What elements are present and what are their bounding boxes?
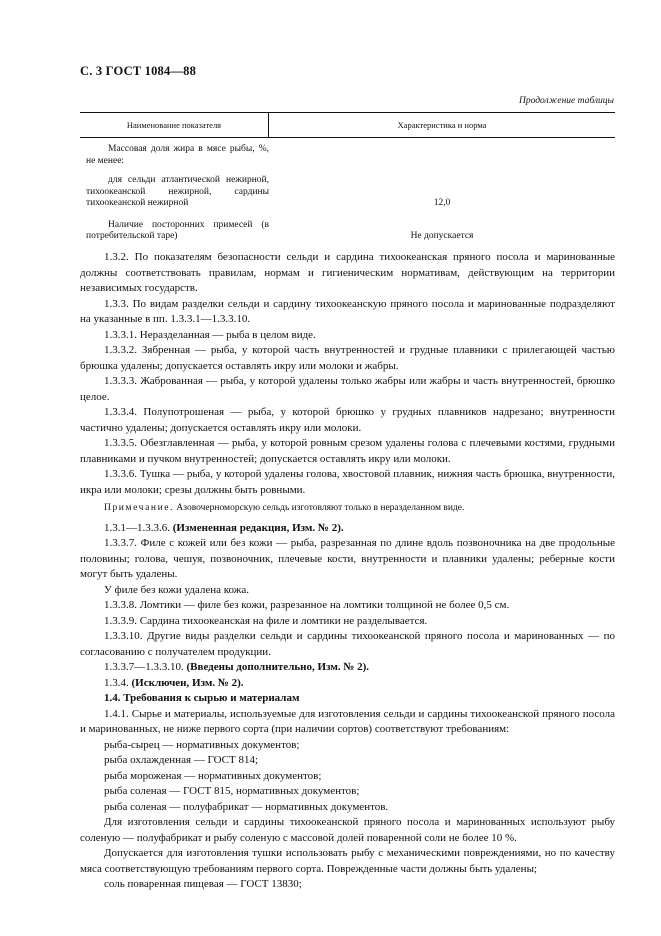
paragraph: 1.3.3.2. Зябренная — рыба, у которой часть внутренностей и грудные плавники с прилегающей частью брюшка удалены; допускается оставлять икру или молоки и жабры. xyxy=(80,344,615,372)
paragraph: 1.3.3.1. Неразделанная — рыба в целом виде. xyxy=(104,328,316,341)
list-item: рыба-сырец — нормативных документов; xyxy=(104,738,300,751)
table-continuation-label: Продолжение таблицы xyxy=(518,96,614,106)
note-paragraph xyxy=(80,501,615,517)
paragraph: 1.3.2. По показателям безопасности сельди и сардина тихоокеанская пряного посола и маринованные должны соответствовать правилам, нормам и гигиеническим нормативам, действующим на территории независимых государств. xyxy=(80,251,615,294)
paragraph: Допускается для изготовления тушки использовать рыбу с механическими повреждениями, но по качеству мяса соответствующую требованиям первого сорта. Поврежденные части должны быть удалены; xyxy=(80,847,615,875)
amendment-text: (Измененная редакция, Изм. № 2). xyxy=(172,521,344,534)
table-header-row xyxy=(80,113,615,138)
amendment-line xyxy=(80,676,615,692)
list-item: рыба мороженая — нормативных документов; xyxy=(104,769,322,782)
paragraph: У филе без кожи удалена кожа. xyxy=(104,583,250,596)
amendment-line xyxy=(80,521,615,537)
amendment-text: (Введены дополнительно, Изм. № 2). xyxy=(186,661,370,673)
paragraph: 1.3.3.7. Филе с кожей или без кожи — рыба, разрезанная по длине вдоль позвоночника на две продольные половины; голова, чешуя, позвоночник, плечевые кости, внутренности и плавники удалены; реберные кости могут быть удалены. xyxy=(80,537,615,580)
requirements-table xyxy=(80,112,615,243)
paragraph: 1.3.3.6. Тушка — рыба, у которой удалены голова, хвостовой плавник, нижняя часть брюшка, внутренности, икра или молоки; срезы должны быть ровными. xyxy=(80,468,615,496)
list-item: рыба соленая — полуфабрикат — нормативных документов. xyxy=(104,800,389,813)
amendment-number: 1.3.1—1.3.3.6. xyxy=(104,521,173,534)
row-value: Не допускается xyxy=(410,231,474,241)
document-body xyxy=(80,250,615,893)
amendment-number: 1.3.3.7—1.3.3.10. xyxy=(104,661,187,673)
amendment-line xyxy=(80,660,615,676)
note-text: Азовочерноморскую сельдь изготовляют только в неразделанном виде. xyxy=(174,503,465,513)
paragraph: 1.3.3.4. Полупотрошеная — рыба, у которой брюшко у грудных плавников надрезано; внутренности частично удалены; допускается оставлять икру или молоки. xyxy=(80,406,615,434)
paragraph: 1.3.3.5. Обезглавленная — рыба, у которой ровным срезом удалены голова с плечевыми костями, грудными плавниками и пучком внутренностей; допускается оставлять икру или молоки. xyxy=(80,437,615,465)
section-heading xyxy=(80,691,615,707)
paragraph: 1.3.3.9. Сардина тихоокеанская на филе и ломтики не разделывается. xyxy=(104,614,428,627)
paragraph: 1.3.3.3. Жаброванная — рыба, у которой удалены только жабры или жабры и часть внутренностей, брюшко целое. xyxy=(80,375,615,403)
note-label: Примечание. xyxy=(104,503,175,513)
row-value xyxy=(269,144,615,167)
paragraph: 1.3.3.10. Другие виды разделки сельди и сардины тихоокеанской пряного посола и маринованных — по согласованию с получателем продукции. xyxy=(80,630,615,658)
section-number: 1.4. xyxy=(104,692,124,704)
table-row xyxy=(80,167,615,210)
amendment-number: 1.3.4. xyxy=(104,676,132,689)
row-name: Наличие посторонних примесей (в потребительской таре) xyxy=(86,219,269,241)
row-value: 12,0 xyxy=(433,198,451,208)
row-name: для сельди атлантической нежирной, тихоокеанской нежирной, сардины тихоокеанской нежирной xyxy=(86,175,269,208)
list-item: рыба соленая — ГОСТ 815, нормативных документов; xyxy=(104,785,360,797)
paragraph: 1.3.3.8. Ломтики — филе без кожи, разрезанное на ломтики толщиной не более 0,5 см. xyxy=(104,599,510,611)
column-header-name: Наименование показателя xyxy=(80,113,269,137)
page-header: С. 3 ГОСТ 1084—88 xyxy=(80,64,197,78)
list-item: рыба охлажденная — ГОСТ 814; xyxy=(104,754,259,766)
paragraph: 1.4.1. Сырье и материалы, используемые для изготовления сельди и сардины тихоокеанской пряного посола и маринованных, не ниже первого сорта (при наличии сортов) соответствуют требованиям: xyxy=(80,707,615,735)
paragraph: 1.3.3. По видам разделки сельди и сардину тихоокеанскую пряного посола и маринованные подразделяют на указанные в пп. 1.3.3.1—1.3.3.10. xyxy=(80,297,615,325)
table-row xyxy=(80,138,615,167)
row-name: Массовая доля жира в мясе рыбы, %, не менее: xyxy=(86,144,269,166)
table-row xyxy=(80,210,615,243)
list-item: соль поваренная пищевая — ГОСТ 13830; xyxy=(104,878,302,890)
paragraph: Для изготовления сельди и сардины тихоокеанской пряного посола и маринованных используют рыбу соленую — полуфабрикат и рыбу соленую с массовой долей поваренной соли не более 10 %. xyxy=(80,816,615,844)
amendment-text: (Исключен, Изм. № 2). xyxy=(131,676,244,689)
section-title: Требования к сырью и материалам xyxy=(123,692,300,704)
column-header-norm: Характеристика и норма xyxy=(397,120,487,130)
